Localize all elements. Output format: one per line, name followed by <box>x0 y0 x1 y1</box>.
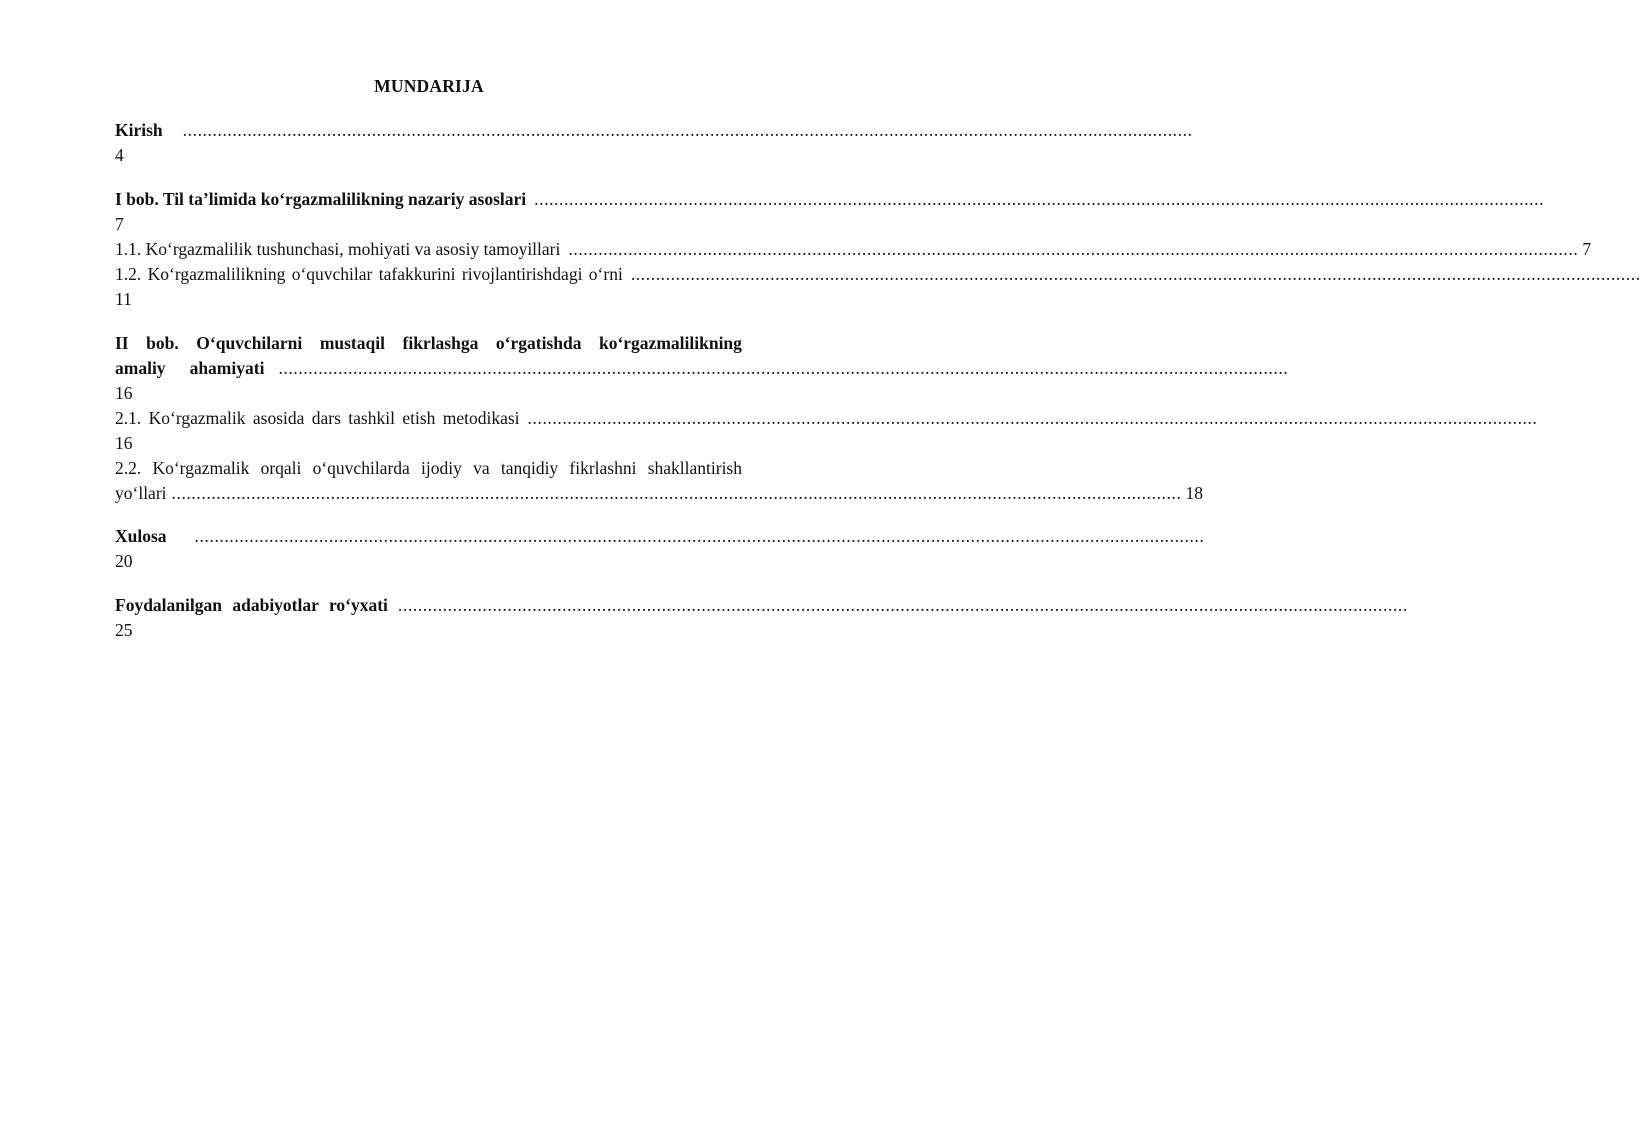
dot-leader: ........................................................................................................................................................................................................... <box>182 120 1193 140</box>
toc-entry-section-1-1[interactable] <box>115 237 1592 261</box>
dot-leader: ........................................................................................................................................................................................................... <box>194 526 1205 546</box>
word: amaliy <box>115 358 166 378</box>
word: fikrlashni <box>569 458 637 478</box>
toc-entry-label: Xulosa <box>115 526 167 546</box>
toc-page-number: 4 <box>115 145 124 165</box>
toc-entry-label: 2.1. Ko‘rgazmalik asosida dars tashkil etish metodikasi <box>115 408 520 428</box>
word: orqali <box>260 458 302 478</box>
word: ko‘rgazmalilikning <box>598 333 742 353</box>
toc-entry-section-2-1[interactable] <box>115 406 1538 430</box>
word: ijodiy <box>421 458 462 478</box>
toc-entry-chapter-2-continued[interactable] <box>115 356 1289 380</box>
word: fikrlashga <box>402 333 479 353</box>
word: mustaqil <box>319 333 385 353</box>
dot-leader: ........................................................................................................................................................................................................... <box>630 264 1641 284</box>
toc-page-number: 7 <box>1582 239 1592 259</box>
toc-page-number: 11 <box>115 289 132 309</box>
word: Ko‘rgazmalik <box>152 458 250 478</box>
page-title: MUNDARIJA <box>374 76 484 96</box>
toc-page-number: 18 <box>1185 483 1203 503</box>
toc-entry-label: Kirish <box>115 120 163 140</box>
toc-page-number: 25 <box>115 620 133 640</box>
word: o‘rgatishda <box>495 333 582 353</box>
toc-entry-section-2-2[interactable] <box>115 456 742 480</box>
toc-page-number: 16 <box>115 383 133 403</box>
toc-entry-label: 1.2. Ko‘rgazmalilikning o‘quvchilar tafakkurini rivojlantirishdagi o‘rni <box>115 264 623 284</box>
word: 2.2. <box>115 458 142 478</box>
toc-entry-label: 1.1. Ko‘rgazmalilik tushunchasi, mohiyati va asosiy tamoyillari <box>115 239 561 259</box>
toc-entry-references[interactable] <box>115 593 1408 617</box>
toc-entry-label: Foydalanilgan adabiyotlar ro‘yxati <box>115 595 388 615</box>
toc-entry-chapter-1[interactable] <box>115 187 1545 211</box>
toc-entry-label: I bob. Til ta’limida ko‘rgazmalilikning nazariy asoslari <box>115 189 527 209</box>
toc-entry-section-1-2[interactable] <box>115 262 1641 286</box>
dot-leader: ........................................................................................................................................................................................................... <box>397 595 1408 615</box>
dot-leader: ........................................................................................................................................................................................................... <box>278 358 1289 378</box>
toc-page-number: 16 <box>115 433 133 453</box>
dot-leader: ........................................................................................................................................................................................................... <box>527 408 1538 428</box>
dot-leader: ........................................................................................................................................................................................................... <box>568 239 1579 259</box>
word: va <box>473 458 490 478</box>
word: O‘quvchilarni <box>196 333 303 353</box>
word: bob. <box>146 333 179 353</box>
dot-leader: ........................................................................................................................................................................................................... <box>171 483 1182 503</box>
word: ahamiyati <box>189 358 265 378</box>
toc-entry-chapter-2[interactable] <box>115 331 742 355</box>
word: II <box>115 333 129 353</box>
toc-entry-label: yo‘llari <box>115 483 167 503</box>
toc-entry-section-2-2-continued[interactable] <box>115 481 1203 505</box>
dot-leader: ........................................................................................................................................................................................................... <box>534 189 1545 209</box>
toc-page-number: 20 <box>115 551 133 571</box>
toc-entry-kirish[interactable] <box>115 118 1193 142</box>
toc-page-number: 7 <box>115 214 124 234</box>
word: shakllantirish <box>647 458 742 478</box>
toc-entry-xulosa[interactable] <box>115 524 1205 548</box>
word: tanqidiy <box>500 458 559 478</box>
word: o‘quvchilarda <box>312 458 410 478</box>
